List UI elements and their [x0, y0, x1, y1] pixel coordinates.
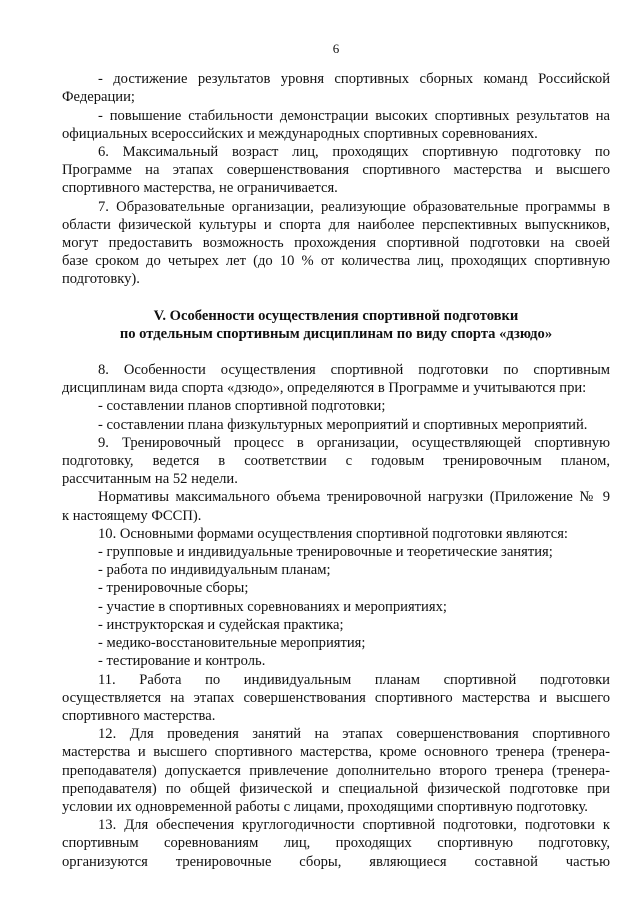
- text-line: осуществляется на этапах совершенствования спортивного мастерства и высшего: [62, 689, 610, 706]
- text-line: - составлении плана физкультурных мероприятий и спортивных мероприятий.: [98, 416, 588, 433]
- section-heading: [62, 307, 610, 343]
- body-text-top: [62, 70, 610, 288]
- text-line: - медико-восстановительные мероприятия;: [98, 635, 366, 652]
- text-line: Программе на этапах совершенствования спортивного мастерства и высшего: [62, 162, 610, 179]
- text-line: - работа по индивидуальным планам;: [98, 562, 331, 579]
- text-line: подготовку).: [62, 271, 140, 288]
- text-line: 6. Максимальный возраст лиц, проходящих спортивную подготовку по: [98, 144, 610, 161]
- text-line: Нормативы максимального объема тренировочной нагрузки (Приложение № 9: [98, 489, 610, 506]
- text-line: дисциплинам вида спорта «дзюдо», определяются в Программе и учитываются при:: [62, 380, 587, 397]
- text-line: 9. Тренировочный процесс в организации, осуществляющей спортивную: [98, 434, 610, 451]
- text-line: 8. Особенности осуществления спортивной подготовки по спортивным: [98, 362, 610, 379]
- text-line: официальных всероссийских и международных спортивных соревнованиях.: [62, 125, 538, 142]
- text-line: преподавателя) допускается привлечение дополнительно второго тренера (тренера-: [62, 762, 610, 779]
- section-heading-line-2: по отдельным спортивным дисциплинам по виду спорта «дзюдо»: [119, 325, 553, 342]
- text-line: 11. Работа по индивидуальным планам спортивной подготовки: [98, 671, 610, 688]
- text-line: 7. Образовательные организации, реализующие образовательные программы в: [98, 198, 610, 215]
- text-line: рассчитанным на 52 недели.: [62, 471, 238, 488]
- text-line: базе сроком до четырех лет (до 10 % от количества лиц, проходящих спортивную: [62, 253, 610, 270]
- text-line: - участие в спортивных соревнованиях и мероприятиях;: [98, 598, 447, 615]
- text-line: - инструкторская и судейская практика;: [98, 616, 344, 633]
- text-line: - достижение результатов уровня спортивных сборных команд Российской: [98, 71, 610, 88]
- body-text-bottom: [62, 361, 610, 871]
- text-line: организуются тренировочные сборы, являющиеся составной частью: [62, 853, 610, 870]
- text-line: 12. Для проведения занятий на этапах совершенствования спортивного: [98, 726, 610, 743]
- text-line: спортивного мастерства.: [62, 707, 216, 724]
- document-page: [62, 40, 610, 871]
- text-line: мастерства и высшего спортивного мастерства, кроме основного тренера (тренера-: [62, 744, 610, 761]
- text-line: спортивным соревнованиям лиц, проходящих спортивную подготовку,: [62, 835, 610, 852]
- text-line: - составлении планов спортивной подготовки;: [98, 398, 386, 415]
- text-line: - тестирование и контроль.: [98, 653, 266, 670]
- section-heading-line-1: V. Особенности осуществления спортивной подготовки: [153, 307, 519, 324]
- text-line: преподавателя) по общей физической и специальной физической подготовке при: [62, 780, 610, 797]
- text-line: 13. Для обеспечения круглогодичности спортивной подготовки, подготовки к: [98, 817, 610, 834]
- text-line: - тренировочные сборы;: [98, 580, 249, 597]
- text-line: условии их одновременной работы с лицами, проходящими спортивную подготовку.: [62, 798, 588, 815]
- text-line: к настоящему ФССП).: [62, 507, 202, 524]
- text-line: - повышение стабильности демонстрации высоких спортивных результатов на: [98, 107, 610, 124]
- text-line: подготовку, ведется в соответствии с годовым тренировочным планом,: [62, 453, 610, 470]
- text-line: области физической культуры и спорта для наиболее перспективных выпускников,: [62, 216, 610, 233]
- page-number: 6: [332, 41, 340, 56]
- text-line: спортивного мастерства, не ограничивается.: [62, 180, 338, 197]
- text-line: - групповые и индивидуальные тренировочные и теоретические занятия;: [98, 544, 553, 561]
- text-line: могут предоставить возможность прохождения спортивной подготовки на своей: [62, 235, 610, 252]
- text-line: Федерации;: [62, 89, 135, 106]
- text-line: 10. Основными формами осуществления спортивной подготовки являются:: [98, 525, 568, 542]
